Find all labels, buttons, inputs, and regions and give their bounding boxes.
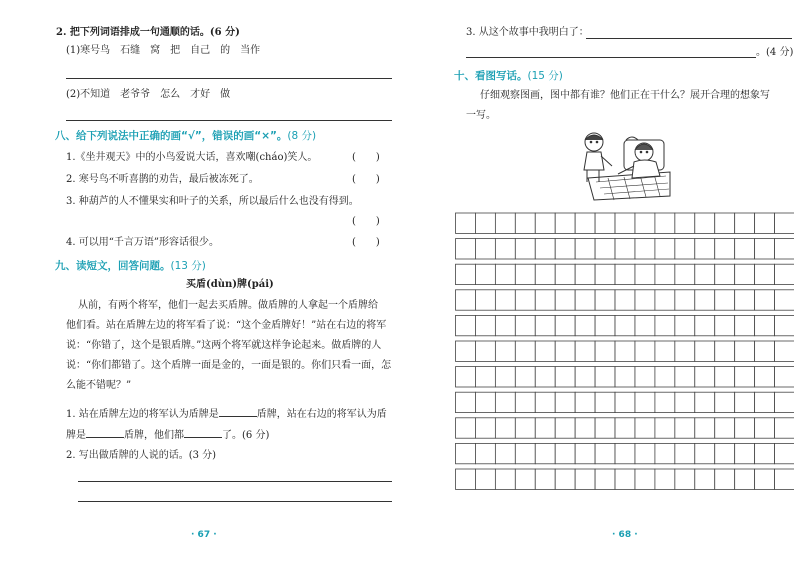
grid-cell[interactable] [675, 290, 695, 310]
grid-cell[interactable] [456, 239, 476, 259]
sec10-instruction-2: 一写。 [466, 110, 496, 121]
grid-cell[interactable] [595, 264, 615, 284]
grid-cell[interactable] [515, 264, 535, 284]
sec8-item-4: 4. 可以用“千言万语”形容话很少。 [66, 237, 219, 248]
grid-cell[interactable] [695, 443, 715, 463]
grid-cell[interactable] [456, 264, 476, 284]
passage-line-4: 说：“你们都错了。这个盾牌一面是金的，一面是银的。你们只看一面，怎 [66, 360, 392, 371]
grid-cell[interactable] [475, 213, 495, 233]
grid-cell[interactable] [735, 239, 755, 259]
grid-cell[interactable] [575, 418, 595, 438]
section-9-title [55, 258, 206, 273]
grid-cell[interactable] [575, 213, 595, 233]
grid-cell[interactable] [595, 290, 615, 310]
grid-cell[interactable] [555, 392, 575, 412]
grid-cell[interactable] [495, 213, 515, 233]
grid-cell[interactable] [775, 469, 794, 489]
grid-cell[interactable] [475, 239, 495, 259]
grid-cell[interactable] [495, 367, 515, 387]
grid-cell[interactable] [675, 213, 695, 233]
grid-cell[interactable] [675, 418, 695, 438]
grid-cell[interactable] [555, 315, 575, 335]
grid-cell[interactable] [675, 443, 695, 463]
section-8-title-text: 八、给下列说法中正确的画“√”，错误的画“×”。 [55, 130, 288, 142]
grid-cell[interactable] [495, 315, 515, 335]
grid-cell[interactable] [635, 213, 655, 233]
sec9-q1-blank-3[interactable] [184, 427, 222, 438]
grid-cell[interactable] [735, 315, 755, 335]
grid-cell[interactable] [515, 469, 535, 489]
section-9-title-text: 九、读短文，回答问题。 [55, 260, 171, 272]
grid-cell[interactable] [755, 239, 775, 259]
grid-cell[interactable] [615, 290, 635, 310]
sec9-q2: 2. 写出做盾牌的人说的话。(3 分) [66, 450, 217, 461]
grid-cell[interactable] [475, 341, 495, 361]
grid-cell[interactable] [575, 443, 595, 463]
grid-cell[interactable] [715, 239, 735, 259]
grid-cell[interactable] [695, 392, 715, 412]
passage-line-5: 么能不错呢？” [66, 380, 132, 391]
grid-cell[interactable] [635, 264, 655, 284]
grid-cell[interactable] [655, 239, 675, 259]
grid-cell[interactable] [655, 264, 675, 284]
grid-cell[interactable] [755, 341, 775, 361]
grid-row[interactable] [456, 367, 795, 387]
grid-cell[interactable] [575, 367, 595, 387]
grid-cell[interactable] [456, 367, 476, 387]
grid-cell[interactable] [456, 418, 476, 438]
grid-cell[interactable] [675, 367, 695, 387]
illustration-children-bed [574, 126, 678, 204]
grid-cell[interactable] [695, 264, 715, 284]
grid-cell[interactable] [535, 443, 555, 463]
grid-cell[interactable] [575, 392, 595, 412]
grid-cell[interactable] [715, 418, 735, 438]
grid-cell[interactable] [735, 341, 755, 361]
grid-cell[interactable] [775, 418, 794, 438]
sec9-q1-part-c: 牌是 [66, 430, 86, 441]
grid-cell[interactable] [755, 367, 775, 387]
page-number-right: · 68 · [612, 530, 638, 540]
grid-cell[interactable] [595, 443, 615, 463]
grid-cell[interactable] [475, 290, 495, 310]
grid-cell[interactable] [535, 341, 555, 361]
grid-cell[interactable] [615, 367, 635, 387]
grid-cell[interactable] [695, 367, 715, 387]
grid-cell[interactable] [495, 443, 515, 463]
sec8-paren-4[interactable]: ( ) [352, 237, 380, 248]
grid-cell[interactable] [655, 213, 675, 233]
grid-cell[interactable] [755, 418, 775, 438]
sec8-item-3: 3. 种葫芦的人不懂果实和叶子的关系，所以最后什么也没有得到。 [66, 196, 359, 207]
grid-cell[interactable] [695, 418, 715, 438]
grid-cell[interactable] [555, 290, 575, 310]
grid-row[interactable] [456, 264, 795, 284]
grid-cell[interactable] [635, 290, 655, 310]
grid-cell[interactable] [635, 392, 655, 412]
grid-cell[interactable] [535, 418, 555, 438]
grid-cell[interactable] [775, 392, 794, 412]
sec9-q1-blank-2[interactable] [86, 427, 124, 438]
grid-cell[interactable] [595, 367, 615, 387]
sec8-paren-3[interactable]: ( ) [352, 216, 380, 227]
grid-cell[interactable] [775, 315, 794, 335]
grid-cell[interactable] [495, 418, 515, 438]
grid-cell[interactable] [735, 443, 755, 463]
grid-cell[interactable] [715, 469, 735, 489]
grid-cell[interactable] [655, 443, 675, 463]
grid-cell[interactable] [715, 443, 735, 463]
q3-answer-line-2[interactable] [466, 57, 756, 58]
grid-cell[interactable] [675, 239, 695, 259]
grid-cell[interactable] [535, 315, 555, 335]
q3-points: 。(4 分) [756, 47, 794, 58]
passage-title: 买盾(dùn)牌(pái) [186, 279, 274, 290]
grid-cell[interactable] [515, 443, 535, 463]
grid-cell[interactable] [615, 469, 635, 489]
grid-cell[interactable] [555, 264, 575, 284]
passage-line-3: 说：“你错了，这个是银盾牌。”这两个将军就这样争论起来。做盾牌的人 [66, 340, 382, 351]
grid-cell[interactable] [535, 392, 555, 412]
grid-cell[interactable] [675, 392, 695, 412]
sec9-q1-part-a: 1. 站在盾牌左边的将军认为盾牌是 [66, 409, 219, 420]
grid-cell[interactable] [755, 315, 775, 335]
grid-row[interactable] [456, 392, 795, 412]
grid-cell[interactable] [615, 213, 635, 233]
grid-cell[interactable] [615, 264, 635, 284]
grid-cell[interactable] [555, 239, 575, 259]
grid-cell[interactable] [655, 392, 675, 412]
grid-cell[interactable] [755, 443, 775, 463]
grid-cell[interactable] [515, 213, 535, 233]
sec9-q1-part-e: 了。(6 分) [222, 430, 270, 441]
grid-cell[interactable] [475, 367, 495, 387]
grid-row[interactable] [456, 213, 795, 233]
grid-cell[interactable] [595, 239, 615, 259]
grid-cell[interactable] [695, 213, 715, 233]
grid-cell[interactable] [555, 443, 575, 463]
grid-cell[interactable] [775, 367, 794, 387]
grid-cell[interactable] [675, 315, 695, 335]
grid-cell[interactable] [495, 239, 515, 259]
grid-cell[interactable] [775, 341, 794, 361]
section-8-points: (8 分) [287, 130, 317, 142]
grid-cell[interactable] [575, 264, 595, 284]
grid-row[interactable] [456, 239, 795, 259]
grid-cell[interactable] [695, 469, 715, 489]
grid-cell[interactable] [735, 367, 755, 387]
grid-cell[interactable] [715, 392, 735, 412]
grid-cell[interactable] [475, 392, 495, 412]
grid-cell[interactable] [655, 418, 675, 438]
writing-grid[interactable] [455, 212, 794, 494]
sec8-paren-2[interactable]: ( ) [352, 174, 380, 185]
grid-cell[interactable] [735, 213, 755, 233]
q2-answer-line-2[interactable] [66, 120, 392, 121]
grid-cell[interactable] [595, 213, 615, 233]
grid-cell[interactable] [675, 341, 695, 361]
grid-cell[interactable] [575, 315, 595, 335]
grid-cell[interactable] [575, 239, 595, 259]
section-10-points: (15 分) [527, 70, 563, 82]
sec10-instruction-1: 仔细观察图画，图中都有谁？他们正在干什么？展开合理的想象写 [480, 90, 770, 101]
grid-cell[interactable] [775, 264, 794, 284]
grid-cell[interactable] [615, 341, 635, 361]
grid-cell[interactable] [655, 469, 675, 489]
q2-item-2: (2)不知道 老爷爷 怎么 才好 做 [66, 89, 231, 100]
sec8-item-1: 1.《坐井观天》中的小鸟爱说大话，喜欢嘲(cháo)笑人。 [66, 152, 318, 163]
grid-cell[interactable] [535, 367, 555, 387]
grid-cell[interactable] [515, 392, 535, 412]
grid-cell[interactable] [515, 290, 535, 310]
grid-cell[interactable] [755, 290, 775, 310]
grid-cell[interactable] [535, 290, 555, 310]
grid-cell[interactable] [575, 290, 595, 310]
grid-cell[interactable] [595, 469, 615, 489]
grid-cell[interactable] [755, 213, 775, 233]
grid-cell[interactable] [535, 264, 555, 284]
grid-cell[interactable] [555, 469, 575, 489]
grid-cell[interactable] [535, 213, 555, 233]
grid-cell[interactable] [735, 392, 755, 412]
grid-cell[interactable] [575, 469, 595, 489]
grid-cell[interactable] [735, 469, 755, 489]
grid-cell[interactable] [535, 239, 555, 259]
grid-cell[interactable] [715, 213, 735, 233]
grid-cell[interactable] [615, 443, 635, 463]
grid-cell[interactable] [695, 341, 715, 361]
grid-cell[interactable] [715, 367, 735, 387]
grid-cell[interactable] [515, 341, 535, 361]
q2-title: 2. 把下列词语排成一句通顺的话。(6 分) [56, 27, 240, 38]
grid-cell[interactable] [515, 239, 535, 259]
grid-cell[interactable] [495, 264, 515, 284]
grid-cell[interactable] [635, 239, 655, 259]
page-number-left: · 67 · [191, 530, 217, 540]
grid-cell[interactable] [495, 290, 515, 310]
passage-line-2: 他们看。站在盾牌左边的将军看了说：“这个金盾牌好！”站在右边的将军 [66, 320, 387, 331]
grid-cell[interactable] [495, 469, 515, 489]
grid-cell[interactable] [655, 367, 675, 387]
grid-cell[interactable] [735, 418, 755, 438]
grid-cell[interactable] [535, 469, 555, 489]
grid-cell[interactable] [555, 341, 575, 361]
q3-answer-line-1[interactable] [586, 38, 792, 39]
grid-cell[interactable] [515, 418, 535, 438]
grid-cell[interactable] [515, 367, 535, 387]
sec8-paren-1[interactable]: ( ) [352, 152, 380, 163]
grid-cell[interactable] [695, 315, 715, 335]
grid-cell[interactable] [615, 418, 635, 438]
grid-row[interactable] [456, 418, 795, 438]
grid-cell[interactable] [775, 290, 794, 310]
q2-item-1: (1)寒号鸟 石缝 窝 把 自己 的 当作 [66, 45, 261, 56]
grid-cell[interactable] [495, 341, 515, 361]
grid-cell[interactable] [655, 290, 675, 310]
grid-cell[interactable] [475, 443, 495, 463]
section-10-title [454, 68, 563, 83]
grid-cell[interactable] [595, 418, 615, 438]
grid-cell[interactable] [456, 341, 476, 361]
grid-cell[interactable] [735, 264, 755, 284]
sec9-q2-answer-line-2[interactable] [78, 501, 392, 502]
q2-answer-line-1[interactable] [66, 78, 392, 79]
grid-cell[interactable] [615, 392, 635, 412]
section-8-title [55, 128, 316, 143]
grid-cell[interactable] [715, 264, 735, 284]
grid-cell[interactable] [695, 290, 715, 310]
sec9-q2-answer-line-1[interactable] [78, 481, 392, 482]
grid-cell[interactable] [775, 239, 794, 259]
grid-cell[interactable] [475, 315, 495, 335]
grid-cell[interactable] [735, 290, 755, 310]
grid-cell[interactable] [555, 213, 575, 233]
sec9-q1-part-b: 盾牌，站在右边的将军认为盾 [256, 409, 387, 420]
grid-cell[interactable] [635, 418, 655, 438]
grid-cell[interactable] [715, 290, 735, 310]
grid-cell[interactable] [655, 341, 675, 361]
sec9-q1-line-1 [66, 406, 387, 422]
grid-cell[interactable] [595, 341, 615, 361]
sec9-q1-line-2 [66, 427, 269, 443]
grid-cell[interactable] [456, 315, 476, 335]
grid-cell[interactable] [475, 469, 495, 489]
grid-cell[interactable] [635, 315, 655, 335]
grid-row[interactable] [456, 290, 795, 310]
grid-cell[interactable] [635, 443, 655, 463]
grid-cell[interactable] [755, 392, 775, 412]
writing-grid-lines[interactable] [455, 212, 794, 494]
grid-cell[interactable] [456, 290, 476, 310]
passage-line-1: 从前，有两个将军，他们一起去买盾牌。做盾牌的人拿起一个盾牌给 [78, 300, 378, 311]
grid-row[interactable] [456, 469, 795, 489]
section-10-title-text: 十、看图写话。 [454, 70, 528, 82]
grid-cell[interactable] [715, 315, 735, 335]
grid-cell[interactable] [515, 315, 535, 335]
grid-cell[interactable] [655, 315, 675, 335]
grid-cell[interactable] [755, 469, 775, 489]
grid-cell[interactable] [475, 264, 495, 284]
grid-cell[interactable] [635, 341, 655, 361]
grid-cell[interactable] [456, 392, 476, 412]
grid-cell[interactable] [475, 418, 495, 438]
sec9-q1-part-d: 盾牌，他们都 [124, 430, 184, 441]
grid-cell[interactable] [555, 367, 575, 387]
grid-cell[interactable] [675, 264, 695, 284]
grid-cell[interactable] [555, 418, 575, 438]
grid-cell[interactable] [635, 367, 655, 387]
grid-cell[interactable] [495, 392, 515, 412]
grid-cell[interactable] [635, 469, 655, 489]
grid-row[interactable] [456, 443, 795, 463]
grid-cell[interactable] [595, 392, 615, 412]
grid-cell[interactable] [695, 239, 715, 259]
grid-cell[interactable] [575, 341, 595, 361]
q3-label: 3. 从这个故事中我明白了： [466, 27, 589, 38]
grid-cell[interactable] [595, 315, 615, 335]
sec9-q1-blank-1[interactable] [219, 406, 257, 417]
grid-cell[interactable] [615, 239, 635, 259]
grid-cell[interactable] [715, 341, 735, 361]
grid-cell[interactable] [456, 443, 476, 463]
sec8-item-2: 2. 寒号鸟不听喜鹊的劝告，最后被冻死了。 [66, 174, 259, 185]
section-9-points: (13 分) [170, 260, 206, 272]
right-page [400, 0, 800, 566]
grid-cell[interactable] [775, 443, 794, 463]
grid-cell[interactable] [675, 469, 695, 489]
grid-cell[interactable] [615, 315, 635, 335]
grid-row[interactable] [456, 341, 795, 361]
grid-row[interactable] [456, 315, 795, 335]
grid-cell[interactable] [456, 469, 476, 489]
grid-cell[interactable] [775, 213, 794, 233]
grid-cell[interactable] [755, 264, 775, 284]
grid-cell[interactable] [456, 213, 476, 233]
